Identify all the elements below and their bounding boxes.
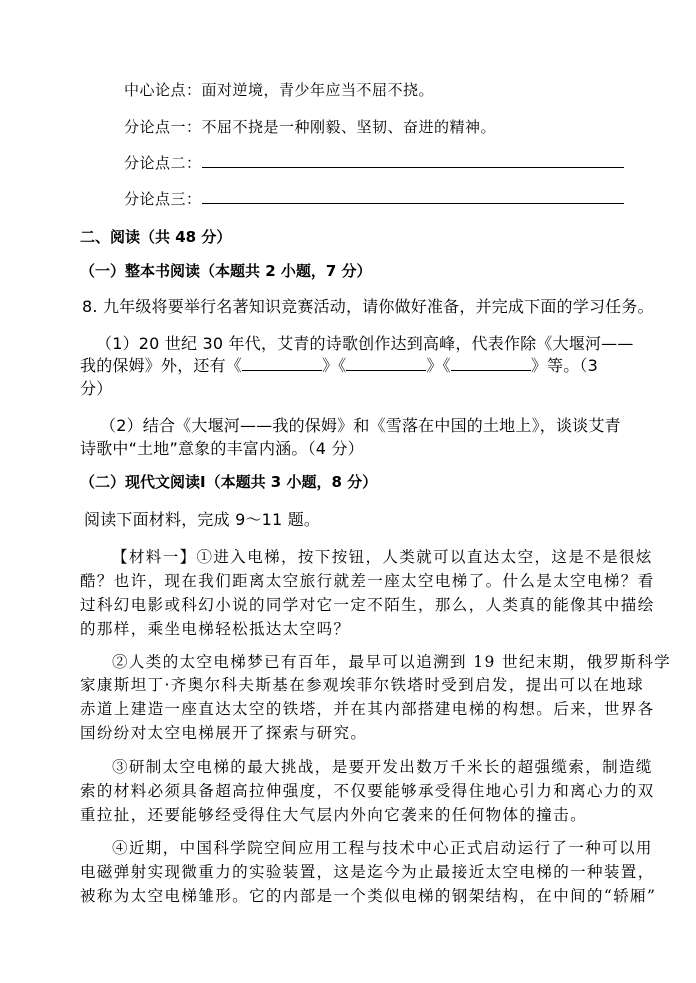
q8-2-line2: 诗歌中“土地”意象的丰富内涵。（4 分） <box>80 439 364 458</box>
sub-thesis-1-text: 不屈不挠是一种刚毅、坚韧、奋进的精神。 <box>201 118 497 136</box>
q8-1-line1: （1）20 世纪 30 年代，艾青的诗歌创作达到高峰，代表作除《大堰河—— <box>96 334 634 353</box>
material-p2-line2: 家康斯坦丁·齐奥尔科夫斯基在参观埃菲尔铁塔时受到启发，提出可以在地球 <box>80 676 645 694</box>
q8-2-line1: （2）结合《大堰河——我的保姆》和《雪落在中国的土地上》，谈谈艾青 <box>100 416 621 435</box>
q8-1-line2 <box>80 353 598 376</box>
material-p1-line1: 【材料一】①进入电梯，按下按钮，人类就可以直达太空，这是不是很炫 <box>112 548 653 566</box>
sub-thesis-3 <box>124 188 624 209</box>
sub-thesis-3-label: 分论点三： <box>124 190 202 208</box>
q8-1-text-b: 》《 <box>322 356 347 375</box>
sub-thesis-2-label: 分论点二： <box>124 154 202 172</box>
material-p1-line2: 酷？也许，现在我们距离太空旅行就差一座太空电梯了。什么是太空电梯？看 <box>80 572 655 590</box>
material-p4-line3: 被称为太空电梯雏形。它的内部是一个类似电梯的钢架结构，在中间的“轿厢” <box>80 887 657 905</box>
material-p3-line3: 重拉扯，还要能够经受得住大气层内外向它袭来的任何物体的撞击。 <box>80 806 588 824</box>
part2-heading: （二）现代文阅读Ⅰ（本题共 3 小题，8 分） <box>80 473 378 491</box>
material-p1-line3: 过科幻电影或科幻小说的同学对它一定不陌生，那么，人类真的能像其中描绘 <box>80 596 655 614</box>
reading-instruction: 阅读下面材料，完成 9～11 题。 <box>84 510 321 529</box>
q8-intro: 8. 九年级将要举行名著知识竞赛活动，请你做好准备，并完成下面的学习任务。 <box>82 297 654 316</box>
material-p2-line4: 国纷纷对太空电梯展开了探索与研究。 <box>80 724 368 742</box>
central-thesis <box>124 79 434 100</box>
central-thesis-label: 中心论点： <box>124 81 202 99</box>
material-p2-line3: 赤道上建造一座直达太空的铁塔，并在其内部搭建电梯的构想。后来，世界各 <box>80 700 655 718</box>
material-p4-line2: 电磁弹射实现微重力的实验装置，这是迄今为止最接近太空电梯的一种装置， <box>80 863 655 881</box>
q8-1-text-d: 》等。（3 <box>530 356 599 375</box>
sub-thesis-2 <box>124 152 624 173</box>
section-heading: 二、阅读（共 48 分） <box>80 228 232 246</box>
sub-thesis-2-answer-line[interactable] <box>202 153 624 168</box>
sub-thesis-1 <box>124 116 496 137</box>
q8-1-blank-3[interactable] <box>451 356 531 371</box>
material-p3-line2: 索的材料必须具备超高拉伸强度，不仅要能够承受得住地心引力和离心力的双 <box>80 782 655 800</box>
material-p1-line4: 的那样，乘坐电梯轻松抵达太空吗？ <box>80 620 351 638</box>
material-p2-line1: ②人类的太空电梯梦已有百年，最早可以追溯到 19 世纪末期，俄罗斯科学 <box>112 653 672 671</box>
q8-1-text-c: 》《 <box>426 356 451 375</box>
central-thesis-text: 面对逆境，青少年应当不屈不挠。 <box>201 81 435 99</box>
material-p3-line1: ③研制太空电梯的最大挑战，是要开发出数万千米长的超强缆索，制造缆 <box>112 758 653 776</box>
q8-1-blank-2[interactable] <box>346 356 426 371</box>
part1-heading: （一）整本书阅读（本题共 2 小题，7 分） <box>80 262 372 280</box>
sub-thesis-3-answer-line[interactable] <box>202 189 624 204</box>
q8-1-line3: 分） <box>80 379 113 398</box>
material-p4-line1: ④近期，中国科学院空间应用工程与技术中心正式启动运行了一种可以用 <box>112 839 653 857</box>
sub-thesis-1-label: 分论点一： <box>124 118 202 136</box>
q8-1-text-a: 我的保姆》外，还有《 <box>80 356 243 375</box>
q8-1-blank-1[interactable] <box>242 356 322 371</box>
